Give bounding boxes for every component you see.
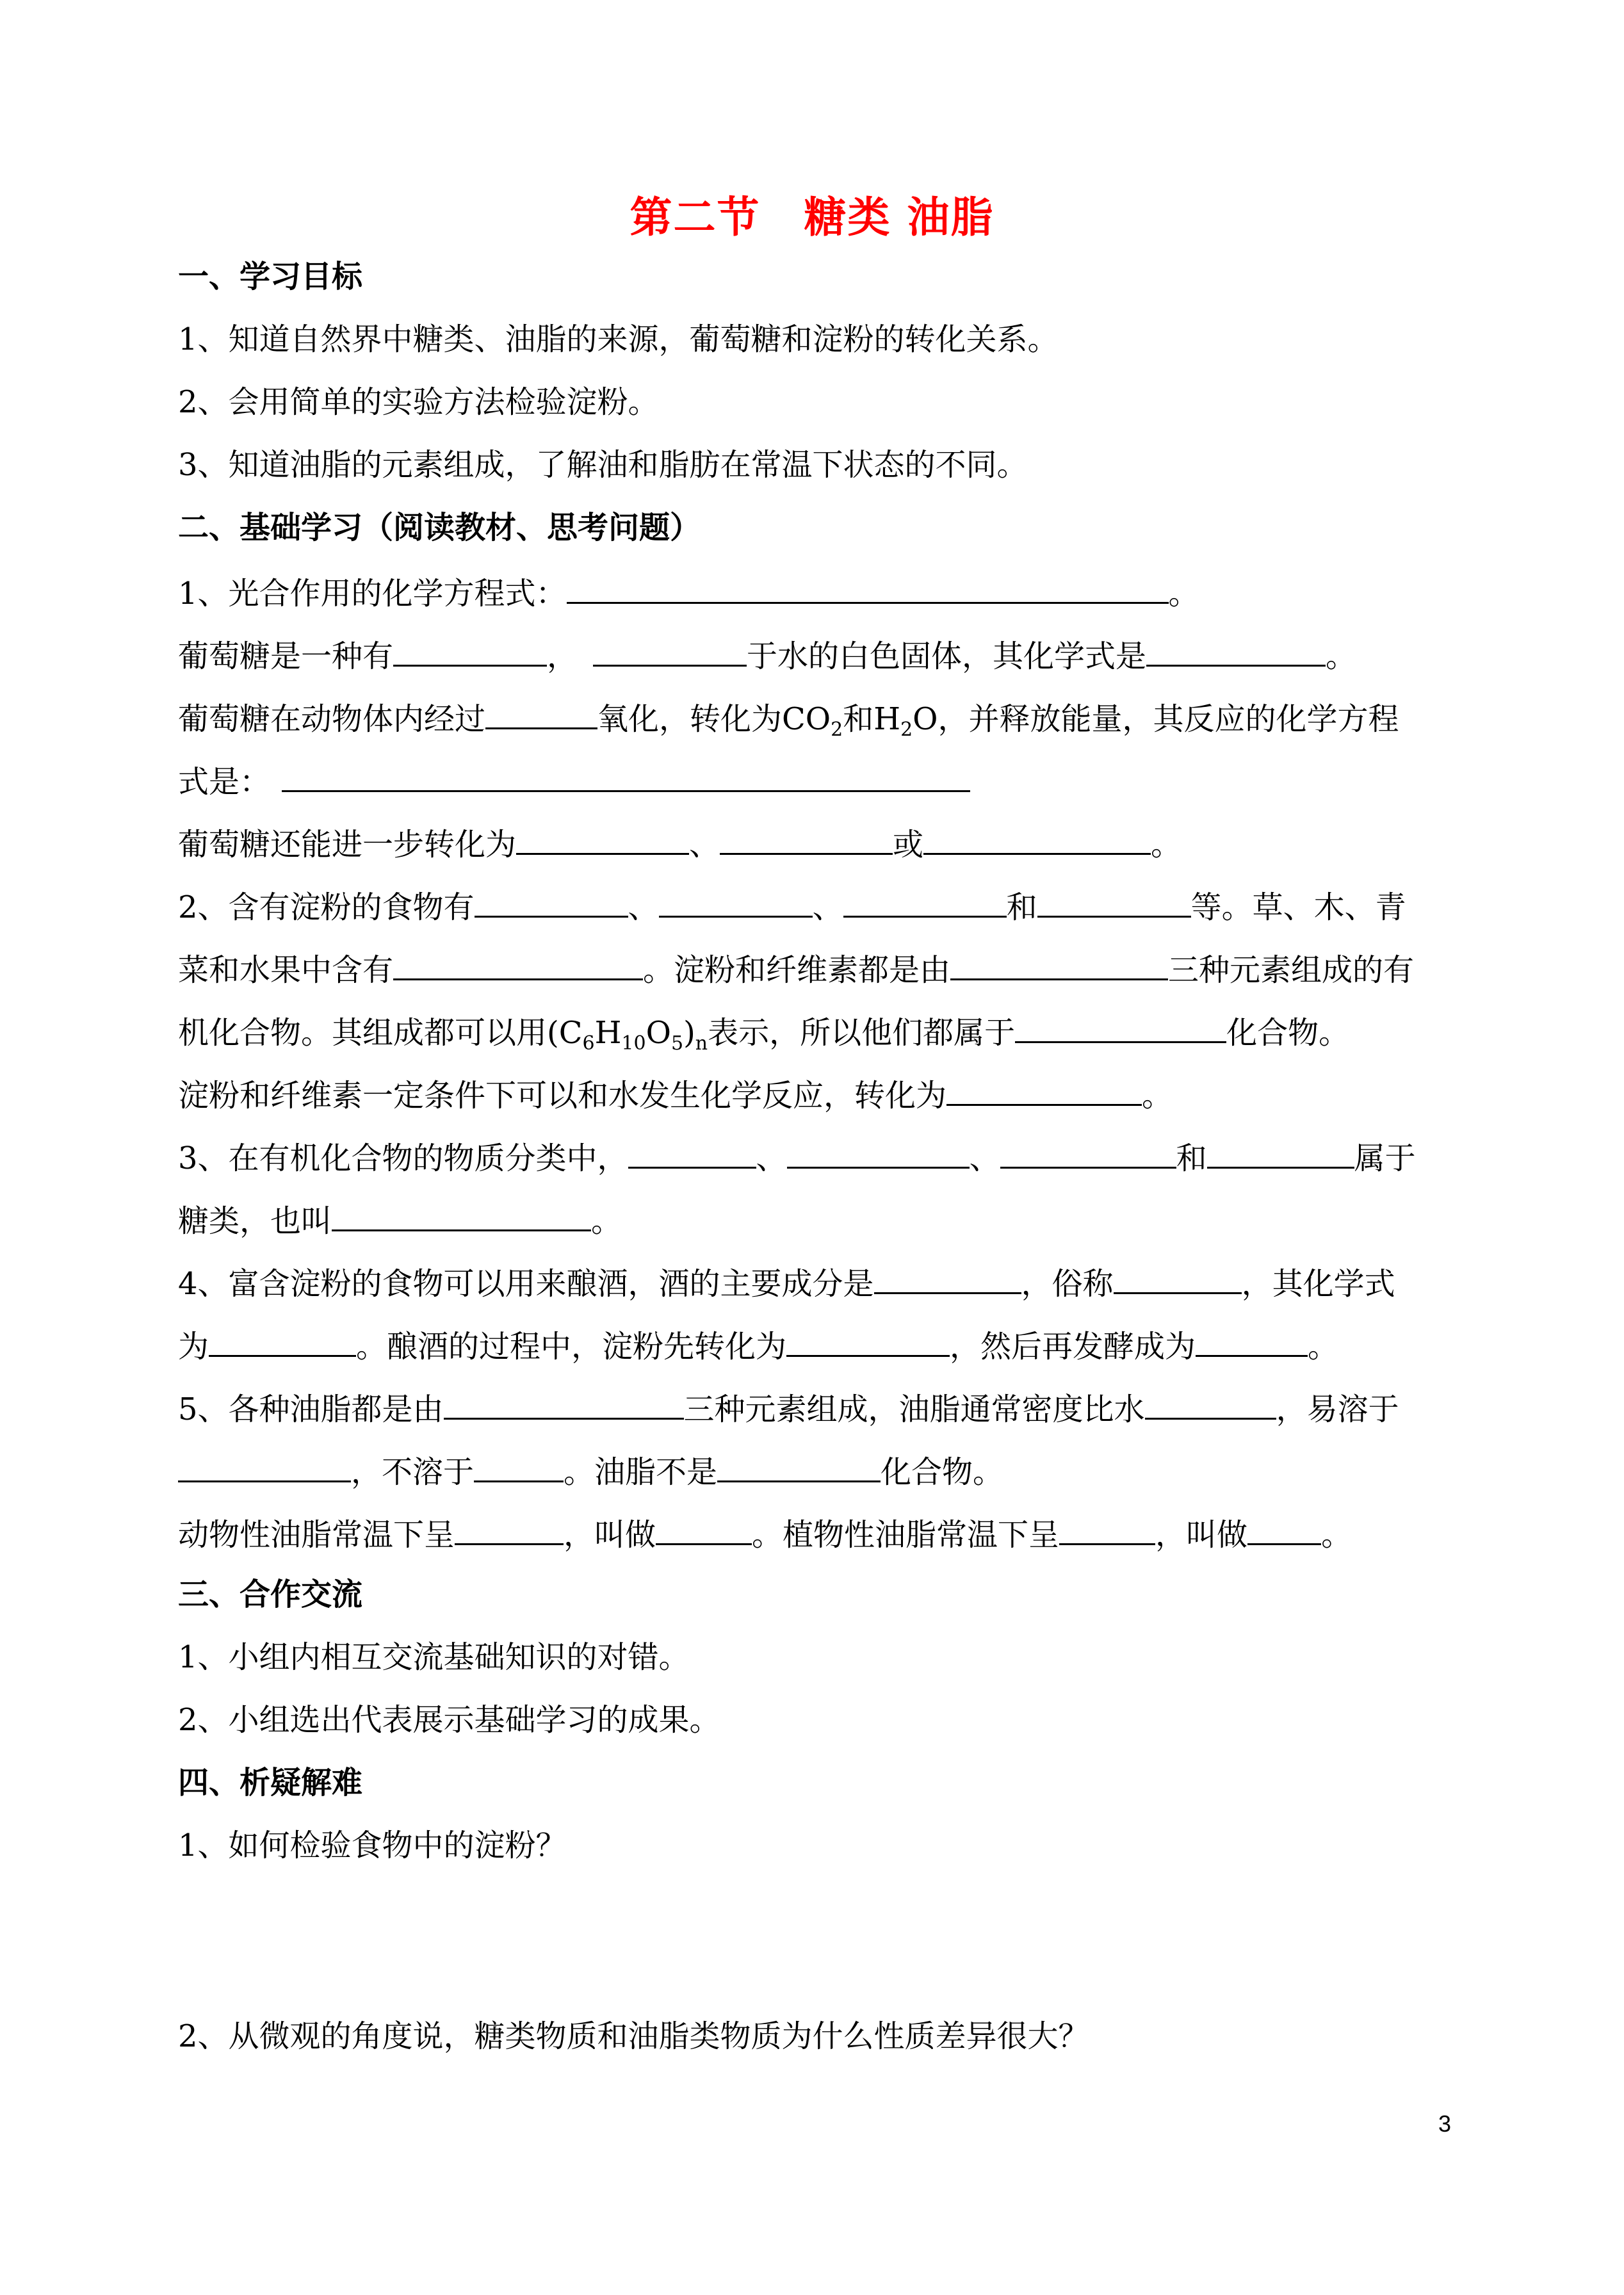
text: 或: [893, 827, 924, 863]
text: 和: [1006, 889, 1037, 925]
text: 。: [591, 1203, 622, 1239]
question-2-line-1: [178, 885, 1467, 927]
formula-h2o: $H_2O$: [873, 701, 938, 741]
answer-blank[interactable]: [1207, 1136, 1354, 1169]
question-2-line-4: [178, 1073, 1467, 1115]
question-1-line-5: [178, 822, 1467, 864]
question-1-line-4: [178, 759, 1467, 801]
text: ，叫做: [1155, 1517, 1248, 1553]
text: 三种元素组成，油脂通常密度比水: [683, 1391, 1145, 1427]
question-5-line-2: [178, 1450, 1467, 1491]
answer-blank[interactable]: [332, 1199, 591, 1231]
analysis-question-1: 1、如何检验食物中的淀粉？: [178, 1828, 567, 1863]
answer-blank[interactable]: [1037, 885, 1191, 918]
answer-blank[interactable]: [1114, 1261, 1242, 1294]
answer-blank[interactable]: [455, 1512, 564, 1545]
question-4-line-1: [178, 1261, 1467, 1303]
text: ，易溶于: [1276, 1391, 1399, 1427]
text: ，叫做: [564, 1517, 656, 1553]
text: 、: [756, 1140, 787, 1176]
answer-blank[interactable]: [843, 885, 1007, 918]
text: 动物性油脂常温下呈: [178, 1517, 455, 1553]
text: 式是：: [178, 764, 271, 800]
text: 。: [1142, 1078, 1173, 1114]
answer-blank[interactable]: [444, 1387, 684, 1420]
answer-blank[interactable]: [628, 1136, 756, 1169]
text: 机化合物。其组成都可以用: [178, 1015, 548, 1051]
text: 。: [1321, 1517, 1352, 1553]
text: 。: [1168, 576, 1199, 612]
answer-blank[interactable]: [1015, 1010, 1226, 1043]
text: 淀粉和纤维素一定条件下可以和水发生化学反应，转化为: [178, 1078, 947, 1114]
goal-item-3: 3、知道油脂的元素组成，了解油和脂肪在常温下状态的不同。: [178, 447, 1028, 483]
text: 。淀粉和纤维素都是由: [643, 952, 951, 988]
page-number: 3: [1438, 2111, 1451, 2137]
text: 表示，所以他们都属于: [708, 1015, 1016, 1051]
answer-blank[interactable]: [475, 885, 628, 918]
question-5-line-3: [178, 1512, 1467, 1554]
goal-item-1: 1、知道自然界中糖类、油脂的来源，葡萄糖和淀粉的转化关系。: [178, 321, 1059, 357]
answer-blank[interactable]: [1146, 634, 1326, 667]
question-1-line-2: [178, 634, 1467, 676]
answer-blank[interactable]: [393, 948, 643, 980]
text: 和: [843, 701, 874, 737]
goal-item-2: 2、会用简单的实验方法检验淀粉。: [178, 384, 659, 420]
text: 糖类，也叫: [178, 1203, 332, 1239]
question-5-line-1: [178, 1387, 1467, 1429]
section-heading-basic: 二、基础学习（阅读教材、思考问题）: [178, 510, 701, 546]
text: 3、在有机化合物的物质分类中，: [178, 1140, 628, 1176]
text: 。: [1326, 638, 1357, 674]
text: 5、各种油脂都是由: [178, 1391, 444, 1427]
answer-blank[interactable]: [656, 1512, 752, 1545]
coop-item-1: 1、小组内相互交流基础知识的对错。: [178, 1639, 690, 1675]
question-2-line-3: [178, 1010, 1467, 1063]
question-3-line-1: [178, 1136, 1467, 1178]
text: 。: [1151, 827, 1182, 863]
answer-blank[interactable]: [659, 885, 813, 918]
text: 。植物性油脂常温下呈: [752, 1517, 1060, 1553]
text: 菜和水果中含有: [178, 952, 394, 988]
text: 化合物。: [881, 1454, 1004, 1490]
answer-blank[interactable]: [282, 759, 970, 792]
question-1-line-3: [178, 697, 1467, 749]
text: 于水的白色固体，其化学式是: [747, 638, 1147, 674]
answer-blank[interactable]: [787, 1136, 970, 1169]
text: 葡萄糖是一种有: [178, 638, 394, 674]
text: 和: [1176, 1140, 1207, 1176]
page-title: 第二节 糖类 油脂: [629, 193, 995, 242]
formula-polysaccharide: $(C_6H_{10}O_5)_n$: [547, 1015, 708, 1055]
text: 4、富含淀粉的食物可以用来酿酒，酒的主要成分是: [178, 1266, 874, 1302]
answer-blank[interactable]: [946, 1073, 1142, 1106]
answer-blank[interactable]: [1145, 1387, 1276, 1420]
answer-blank[interactable]: [593, 634, 747, 667]
question-4-line-2: [178, 1324, 1467, 1366]
question-3-line-2: [178, 1199, 1467, 1240]
answer-blank[interactable]: [950, 948, 1168, 980]
answer-blank[interactable]: [1059, 1512, 1155, 1545]
answer-blank[interactable]: [923, 822, 1151, 855]
text: 三种元素组成的有: [1168, 952, 1415, 988]
formula-co2: $CO_2$: [782, 701, 843, 741]
question-2-line-2: [178, 948, 1467, 989]
section-heading-analysis: 四、析疑解难: [178, 1765, 363, 1801]
answer-blank[interactable]: [786, 1324, 950, 1357]
text: 、: [812, 889, 843, 925]
text: 2、含有淀粉的食物有: [178, 889, 475, 925]
answer-blank[interactable]: [178, 1450, 351, 1482]
text: 属于: [1354, 1140, 1416, 1176]
analysis-question-2: 2、从微观的角度说，糖类物质和油脂类物质为什么性质差异很大？: [178, 2018, 1089, 2054]
text: 、: [969, 1140, 1000, 1176]
answer-blank[interactable]: [393, 634, 547, 667]
text: 氧化，转化为: [597, 701, 783, 737]
answer-blank[interactable]: [1196, 1324, 1308, 1357]
section-heading-coop: 三、合作交流: [178, 1577, 363, 1612]
answer-blank[interactable]: [567, 571, 1169, 604]
answer-blank[interactable]: [1247, 1512, 1321, 1545]
text: 为: [178, 1329, 209, 1365]
text: 化合物。: [1226, 1015, 1350, 1051]
text: 1、光合作用的化学方程式：: [178, 576, 567, 612]
text: ，不溶于: [351, 1454, 475, 1490]
text: 、: [628, 889, 659, 925]
answer-blank[interactable]: [874, 1261, 1021, 1294]
coop-item-2: 2、小组选出代表展示基础学习的成果。: [178, 1702, 720, 1738]
text: 。: [1308, 1329, 1339, 1365]
answer-blank[interactable]: [516, 822, 689, 855]
answer-blank[interactable]: [717, 1450, 881, 1482]
text: ，并释放能量，其反应的化学方程: [938, 701, 1399, 737]
text: 葡萄糖还能进一步转化为: [178, 827, 517, 863]
answer-blank[interactable]: [485, 697, 597, 729]
section-heading-goals: 一、学习目标: [178, 259, 363, 295]
text: 、: [689, 827, 720, 863]
text: 葡萄糖在动物体内经过: [178, 701, 486, 737]
answer-blank[interactable]: [209, 1324, 356, 1357]
answer-blank[interactable]: [1000, 1136, 1176, 1169]
text: ，: [547, 638, 578, 674]
text: ，其化学式: [1241, 1266, 1395, 1302]
answer-blank[interactable]: [474, 1450, 564, 1482]
text: 。酿酒的过程中，淀粉先转化为: [356, 1329, 787, 1365]
answer-blank[interactable]: [720, 822, 893, 855]
text: 。油脂不是: [564, 1454, 718, 1490]
text: ，俗称: [1021, 1266, 1114, 1302]
question-1-line-1: [178, 571, 1467, 613]
text: 等。草、木、青: [1190, 889, 1406, 925]
text: ，然后再发酵成为: [950, 1329, 1196, 1365]
